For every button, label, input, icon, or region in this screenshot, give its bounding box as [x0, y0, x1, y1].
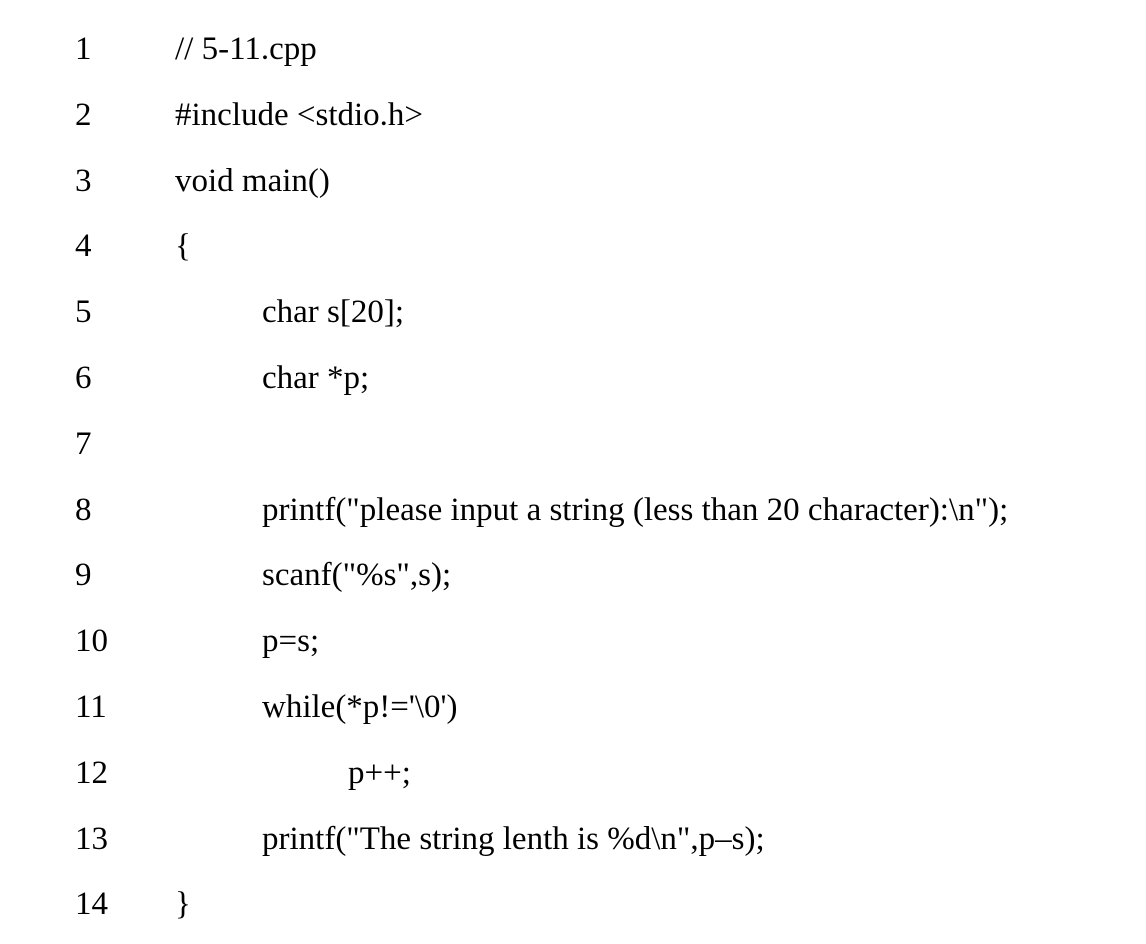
line-code: printf("The string lenth is %d\n",p–s); [262, 820, 765, 857]
line-number: 6 [75, 359, 92, 396]
line-code: } [175, 886, 191, 923]
line-number: 7 [75, 425, 92, 462]
code-line-6 [0, 346, 1146, 412]
code-line-10 [0, 609, 1146, 675]
line-number: 13 [75, 820, 108, 857]
code-line-14 [0, 872, 1146, 938]
code-line-9 [0, 543, 1146, 609]
line-number: 2 [75, 96, 92, 133]
line-number: 8 [75, 491, 92, 528]
code-line-2 [0, 83, 1146, 149]
line-code: printf("please input a string (less than 20 character):\n"); [262, 491, 1009, 528]
line-code: #include <stdio.h> [175, 96, 424, 133]
code-line-3 [0, 149, 1146, 215]
line-code: char *p; [262, 359, 370, 396]
line-number: 9 [75, 557, 92, 594]
line-number: 3 [75, 162, 92, 199]
line-code: p++; [348, 754, 411, 791]
line-code: while(*p!='\0') [262, 688, 458, 725]
code-listing [0, 17, 1146, 938]
line-code: // 5-11.cpp [175, 31, 317, 67]
line-number: 11 [75, 688, 107, 725]
line-number: 12 [75, 754, 108, 791]
line-code: void main() [175, 162, 330, 199]
code-line-4 [0, 214, 1146, 280]
line-code: { [175, 228, 191, 265]
line-code: p=s; [262, 623, 320, 660]
code-line-1 [0, 17, 1146, 83]
code-line-8 [0, 478, 1146, 544]
code-line-5 [0, 280, 1146, 346]
code-line-7 [0, 412, 1146, 478]
line-number: 10 [75, 623, 108, 660]
line-number: 5 [75, 294, 92, 331]
line-code: char s[20]; [262, 294, 405, 331]
code-line-12 [0, 741, 1146, 807]
line-code: scanf("%s",s); [262, 557, 452, 594]
code-line-13 [0, 807, 1146, 873]
line-number: 14 [75, 886, 108, 923]
line-number: 4 [75, 228, 92, 265]
line-number: 1 [75, 31, 92, 67]
code-line-11 [0, 675, 1146, 741]
